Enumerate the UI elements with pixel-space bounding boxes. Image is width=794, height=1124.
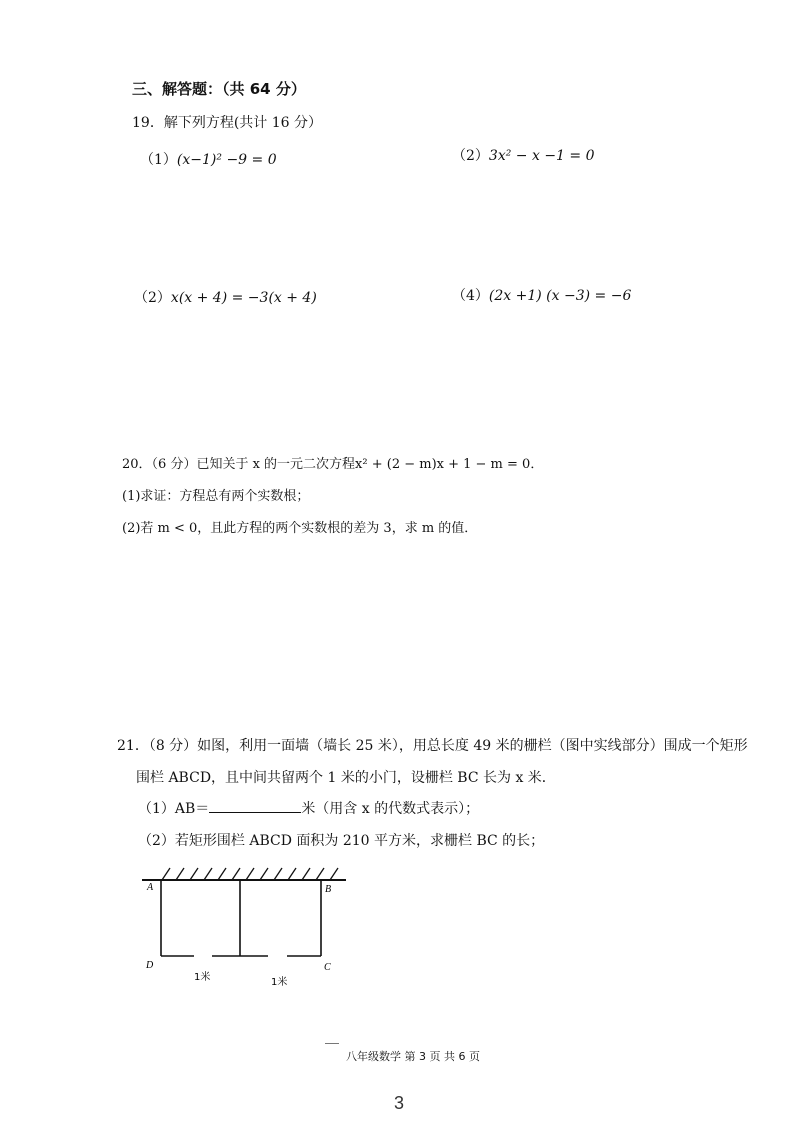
q19-part1 xyxy=(140,149,277,169)
footer-dash xyxy=(325,1043,339,1044)
q19-part2-label: （2） xyxy=(452,148,489,164)
q19-part1-expr: (x−1)² −9 = 0 xyxy=(176,152,277,168)
door-gap-1-label: 1米 xyxy=(194,972,211,983)
q19-part2 xyxy=(452,145,595,165)
fence-lines xyxy=(161,880,321,956)
question-21-part2: （2）若矩形围栏 ABCD 面积为 210 平方米，求栅栏 BC 的长； xyxy=(138,833,545,849)
question-21-line1: 21．（8 分）如图，利用一面墙（墙长 25 米），用总长度 49 米的栅栏（图中实线部分）围成一个矩形 xyxy=(117,738,748,754)
label-d: D xyxy=(146,960,154,971)
question-21-line2: 围栏 ABCD，且中间共留两个 1 米的小门，设栅栏 BC 长为 x 米． xyxy=(136,770,556,786)
question-20-part1: (1)求证：方程总有两个实数根； xyxy=(122,489,310,504)
q19-part3 xyxy=(134,287,317,307)
page-number: 3 xyxy=(394,1093,405,1113)
question-21-part1 xyxy=(138,798,479,818)
fence-figure xyxy=(140,858,360,998)
label-c: C xyxy=(324,962,331,973)
q19-part4-label: （4） xyxy=(452,288,489,304)
q21-part1-prefix: （1）AB＝ xyxy=(138,801,210,817)
label-b: B xyxy=(325,884,332,895)
q19-part4-expr: (2x +1) (x −3) = −6 xyxy=(488,288,632,304)
label-a: A xyxy=(147,882,154,893)
wall-hatching xyxy=(162,868,338,880)
q19-part1-label: （1） xyxy=(140,152,177,168)
q19-part3-expr: x(x + 4) = −3(x + 4) xyxy=(170,290,317,306)
q19-part3-label: （2） xyxy=(134,290,171,306)
question-20-stem: 20．（6 分）已知关于 x 的一元二次方程x² + (2 − m)x + 1 − m = 0． xyxy=(122,457,544,472)
q21-part1-suffix: 米（用含 x 的代数式表示）； xyxy=(301,801,480,817)
q19-part4 xyxy=(452,285,631,305)
section-title: 三、解答题：（共 64 分） xyxy=(132,80,306,98)
door-gap-2-label: 1米 xyxy=(271,977,288,988)
question-19-title: 19．解下列方程(共计 16 分） xyxy=(132,115,322,131)
question-20-part2: (2)若 m < 0，且此方程的两个实数根的差为 3，求 m 的值． xyxy=(122,521,478,536)
footer-page-info: 八年级数学 第 3 页 共 6 页 xyxy=(346,1050,480,1063)
q19-part2-expr: 3x² − x −1 = 0 xyxy=(488,148,595,164)
q21-answer-blank xyxy=(209,800,301,813)
